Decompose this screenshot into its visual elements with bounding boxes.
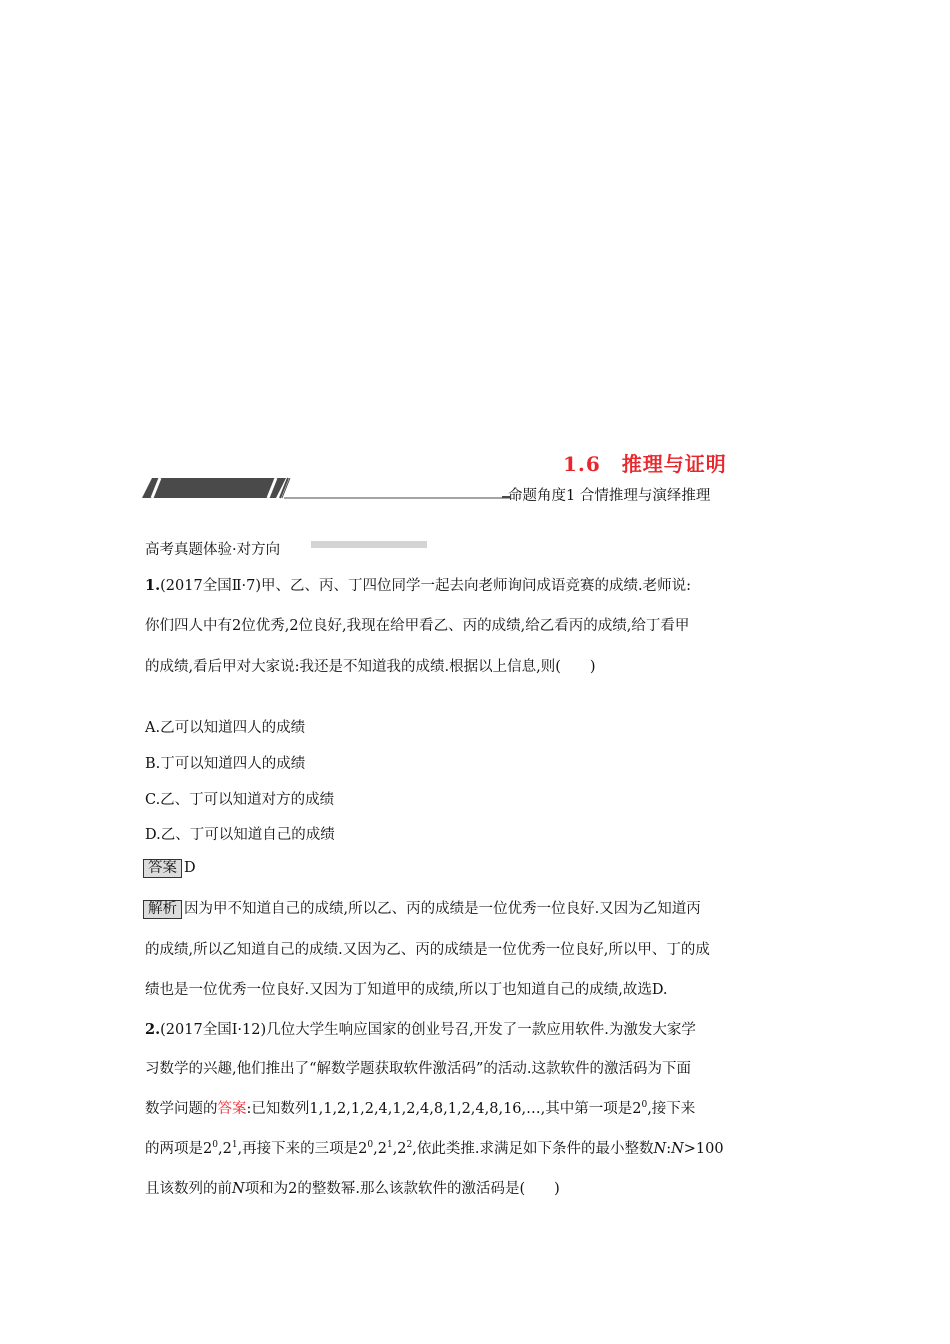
q1-option-b: B.丁可以知道四人的成绩 xyxy=(145,756,306,772)
q1-analysis-line-3: 绩也是一位优秀一位良好.又因为丁知道甲的成绩,所以丁也知道自己的成绩,故选D. xyxy=(145,982,668,998)
section-bar xyxy=(311,541,427,548)
q2-line-2: 习数学的兴趣,他们推出了“解数学题获取软件激活码”的活动.这款软件的激活码为下面 xyxy=(145,1061,692,1077)
section-heading: 高考真题体验·对方向 xyxy=(145,542,281,558)
q1-option-c: C.乙、丁可以知道对方的成绩 xyxy=(145,792,335,808)
q1-number: 1. xyxy=(145,577,161,594)
q2-number: 2. xyxy=(145,1021,161,1038)
answer-value: D xyxy=(184,860,196,876)
q2-line-5: 且该数列的前N项和为2的整数幂.那么该款软件的激活码是( ) xyxy=(145,1181,560,1197)
q1-answer xyxy=(143,859,196,878)
q2-line-3: 数学问题的答案:已知数列1,1,2,1,2,4,1,2,4,8,1,2,4,8,16,…,其中第一项是$2^0$,接下来 xyxy=(145,1100,696,1117)
analysis-label: 解析 xyxy=(143,900,182,919)
subtitle: 命题角度1 合情推理与演绎推理 xyxy=(508,488,711,504)
q1-option-d: D.乙、丁可以知道自己的成绩 xyxy=(145,827,335,843)
q1-analysis-line-2: 的成绩,所以乙知道自己的成绩.又因为乙、丙的成绩是一位优秀一位良好,所以甲、丁的成 xyxy=(145,942,710,958)
q1-line-3: 的成绩,看后甲对大家说:我还是不知道我的成绩.根据以上信息,则( ) xyxy=(145,659,596,675)
answer-label: 答案 xyxy=(143,859,182,878)
q2-line-1: 2.(2017全国Ⅰ·12)几位大学生响应国家的创业号召,开发了一款应用软件.为激发大家学 xyxy=(145,1021,696,1038)
q1-line-1: 1.(2017全国Ⅱ·7)甲、乙、丙、丁四位同学一起去向老师询问成语竞赛的成绩.老师说: xyxy=(145,577,692,594)
page-title: 1.6 推理与证明 xyxy=(563,452,727,476)
q1-option-a: A.乙可以知道四人的成绩 xyxy=(145,720,306,736)
q1-line-2: 你们四人中有2位优秀,2位良好,我现在给甲看乙、丙的成绩,给乙看丙的成绩,给丁看甲 xyxy=(145,618,690,634)
answer-highlight: 答案 xyxy=(217,1101,247,1117)
q2-line-4: 的两项是$2^0,2^1$,再接下来的三项是$2^0,2^1,2^2$,依此类推.求满足如下条件的最小整数N:N>100 xyxy=(145,1140,724,1157)
q1-analysis-line-1: 解析 因为甲不知道自己的成绩,所以乙、丙的成绩是一位优秀一位良好.又因为乙知道丙 xyxy=(143,897,701,919)
